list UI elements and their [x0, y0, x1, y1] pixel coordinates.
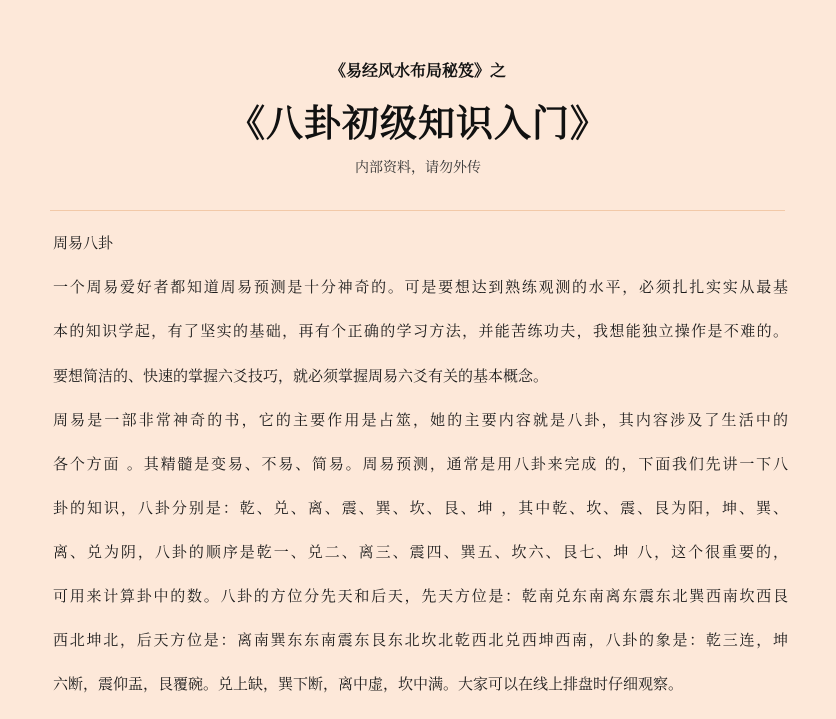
- paragraph-line: 各个方面 。其精髓是变易、不易、简易。周易预测，通常是用八卦来完成 的，下面我们先讲一下八: [53, 455, 788, 473]
- paragraph-line: 本的知识学起，有了坚实的基础，再有个正确的学习方法，并能苦练功夫，我想能独立操作是不难的。: [53, 322, 788, 340]
- paragraph-line: 周易是一部非常神奇的书，它的主要作用是占筮，她的主要内容就是八卦，其内容涉及了生活中的: [53, 411, 788, 429]
- series-title: 《易经风水布局秘笈》之: [329, 61, 506, 80]
- paragraph-line: 西北坤北，后天方位是：离南巽东东南震东艮东北坎北乾西北兑西坤西南，八卦的象是：乾三连，坤: [53, 631, 788, 649]
- section-heading: 周易八卦: [53, 234, 114, 252]
- paragraph-line: 可用来计算卦中的数。八卦的方位分先天和后天，先天方位是：乾南兑东南离东震东北巽西南坎西艮: [53, 587, 788, 605]
- paragraph-line: 一个周易爱好者都知道周易预测是十分神奇的。可是要想达到熟练观测的水平，必须扎扎实实从最基: [53, 278, 788, 296]
- header-divider: [50, 210, 785, 211]
- paragraph-line: 六断，震仰盂，艮覆碗。兑上缺，巽下断，离中虚，坎中满。大家可以在线上排盘时仔细观察。: [53, 675, 684, 693]
- main-title: 《八卦初级知识入门》: [228, 102, 608, 145]
- paragraph-line: 要想简洁的、快速的掌握六爻技巧，就必须掌握周易六爻有关的基本概念。: [53, 367, 549, 385]
- paragraph-line: 离、兑为阴，八卦的顺序是乾一、兑二、离三、震四、巽五、坎六、艮七、坤 八，这个很重要的，: [53, 543, 788, 561]
- subtitle: 内部资料，请勿外传: [355, 160, 481, 176]
- paragraph-line: 卦的知识，八卦分别是：乾、兑、离、震、巽、坎、艮、坤 ，其中乾、坎、震、艮为阳，坤、巽、: [53, 499, 788, 517]
